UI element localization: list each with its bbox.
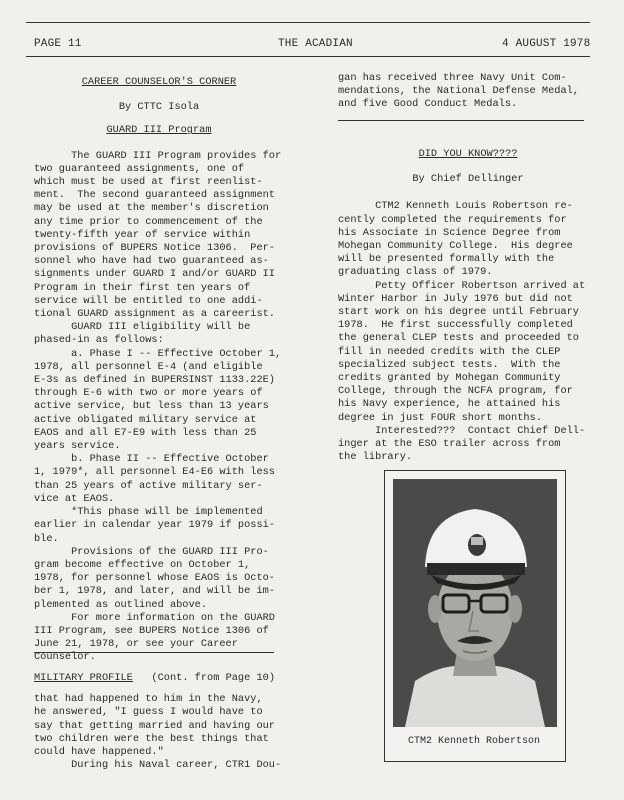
header-top-rule <box>26 22 590 23</box>
continuation-line: mendations, the National Defense Medal, <box>338 85 579 98</box>
profile-line: could have happened." <box>34 746 164 759</box>
guard-section-title: GUARD III Program <box>106 124 212 137</box>
article-line: degree in just FOUR short months. <box>338 411 542 424</box>
did-you-know-article <box>338 148 598 464</box>
military-profile-continued: (Cont. from Page 10) <box>151 672 276 684</box>
article-line: GUARD III eligibility will be <box>34 321 251 334</box>
article-line: a. Phase I -- Effective October 1, <box>34 347 282 360</box>
article-line: active obligated military service at <box>34 413 257 426</box>
article-line: cently completed the requirements for <box>338 213 567 226</box>
left-column <box>34 76 284 665</box>
article-line: Interested??? Contact Chief Dell- <box>338 424 586 437</box>
article-line: E-3s as defined in BUPERSINST 1133.22E) <box>34 374 275 387</box>
article-line: which must be used at first reenlist- <box>34 176 263 189</box>
article-line: credits granted by Mohegan Community <box>338 372 561 385</box>
article-line: will be presented formally with the <box>338 253 555 266</box>
article-line: any time prior to commencement of the <box>34 215 263 228</box>
article-line: Program in their first ten years of <box>34 281 251 294</box>
article-line: specialized subject tests. With the <box>338 358 561 371</box>
article-line: signments under GUARD I and/or GUARD II <box>34 268 275 281</box>
newsletter-title: THE ACADIAN <box>278 38 353 50</box>
article-line: two guaranteed assignments, one of <box>34 162 245 175</box>
article-line: gram become effective on October 1, <box>34 558 251 571</box>
right-column-continuation <box>338 72 598 112</box>
article-line: 1978, all personnel E-4 (and eligible <box>34 360 263 373</box>
article-line: 1, 1979*, all personnel E4-E6 with less <box>34 466 275 479</box>
article-line: vice at EAOS. <box>34 492 115 505</box>
sailor-portrait-photo <box>385 471 565 729</box>
left-section-rule <box>34 652 274 653</box>
article-line: 1978, for personnel whose EAOS is Octo- <box>34 572 275 585</box>
header-bottom-rule <box>26 56 590 57</box>
page-number: PAGE 11 <box>34 38 82 50</box>
article-line: June 21, 1978, or see your Career <box>34 638 238 651</box>
article-line: twenty-fifth year of service within <box>34 228 251 241</box>
article-line: the general CLEP tests and proceeded to <box>338 332 579 345</box>
article-line: plemented as outlined above. <box>34 598 208 611</box>
article-line: CTM2 Kenneth Louis Robertson re- <box>338 200 573 213</box>
photo-frame <box>384 470 566 762</box>
military-profile-block <box>34 672 284 772</box>
profile-line: During his Naval career, CTR1 Dou- <box>34 759 282 772</box>
continuation-line: and five Good Conduct Medals. <box>338 98 518 111</box>
article-line: earlier in calendar year 1979 if possi- <box>34 519 275 532</box>
article-line: start work on his degree until February <box>338 306 579 319</box>
profile-line: he answered, "I guess I would have to <box>34 706 263 719</box>
article-line: *This phase will be implemented <box>34 506 263 519</box>
continuation-line: gan has received three Navy Unit Com- <box>338 72 567 84</box>
article-line: tional GUARD assignment as a careerist. <box>34 308 275 321</box>
article-line: sonnel who have had two guaranteed as- <box>34 255 269 268</box>
article-line: fill in needed credits with the CLEP <box>338 345 561 358</box>
article-line: The GUARD III Program provides for <box>34 149 282 162</box>
article-line: Petty Officer Robertson arrived at <box>338 279 586 292</box>
article-line: b. Phase II -- Effective October <box>34 453 269 466</box>
article-line: ble. <box>34 532 59 545</box>
article-line: Counselor. <box>34 651 96 664</box>
article-line: years service. <box>34 440 121 453</box>
article-line: the library. <box>338 451 413 464</box>
guard-article-body <box>34 150 284 665</box>
article-line: than 25 years of active military ser- <box>34 479 263 492</box>
article-line: inger at the ESO trailer across from <box>338 438 561 451</box>
photo-caption: CTM2 Kenneth Robertson <box>407 736 541 747</box>
profile-line: say that getting married and having our <box>34 719 275 732</box>
right-section-rule <box>338 120 584 121</box>
article-line: his Navy experience, he attained his <box>338 398 561 411</box>
issue-date: 4 AUGUST 1978 <box>502 38 591 50</box>
article-line: provisions of BUPERS Notice 1306. Per- <box>34 242 275 255</box>
article-line: ber 1, 1978, and later, and will be im- <box>34 585 275 598</box>
corner-title: CAREER COUNSELOR'S CORNER <box>81 76 237 88</box>
corner-byline: By CTTC Isola <box>118 101 200 114</box>
article-line: Provisions of the GUARD III Pro- <box>34 545 269 558</box>
article-line: service will be entitled to one addi- <box>34 294 263 307</box>
article-line: may be used at the member's discretion <box>34 202 269 215</box>
article-line: his Associate in Science Degree from <box>338 226 561 239</box>
profile-line: two children were the best things that <box>34 732 269 745</box>
article-line: III Program, see BUPERS Notice 1306 of <box>34 624 269 637</box>
article-line: EAOS and all E7-E9 with less than 25 <box>34 426 257 439</box>
article-line: through E-6 with two or more years of <box>34 387 263 400</box>
article-line: College, through the NCFA program, for <box>338 385 573 398</box>
article-line: phased-in as follows: <box>34 334 164 347</box>
article-line: active service, but less than 13 years <box>34 400 269 413</box>
did-you-know-title: DID YOU KNOW???? <box>418 148 518 160</box>
article-line: graduating class of 1979. <box>338 266 493 279</box>
military-profile-title: MILITARY PROFILE <box>34 672 133 684</box>
article-line: Mohegan Community College. His degree <box>338 240 573 253</box>
article-line: ment. The second guaranteed assignment <box>34 189 275 202</box>
profile-line: that had happened to him in the Navy, <box>34 693 263 706</box>
article-line: 1978. He first successfully completed <box>338 319 573 332</box>
article-line: For more information on the GUARD <box>34 611 275 624</box>
did-you-know-byline: By Chief Dellinger <box>412 173 524 186</box>
article-line: Winter Harbor in July 1976 but did not <box>338 292 573 305</box>
